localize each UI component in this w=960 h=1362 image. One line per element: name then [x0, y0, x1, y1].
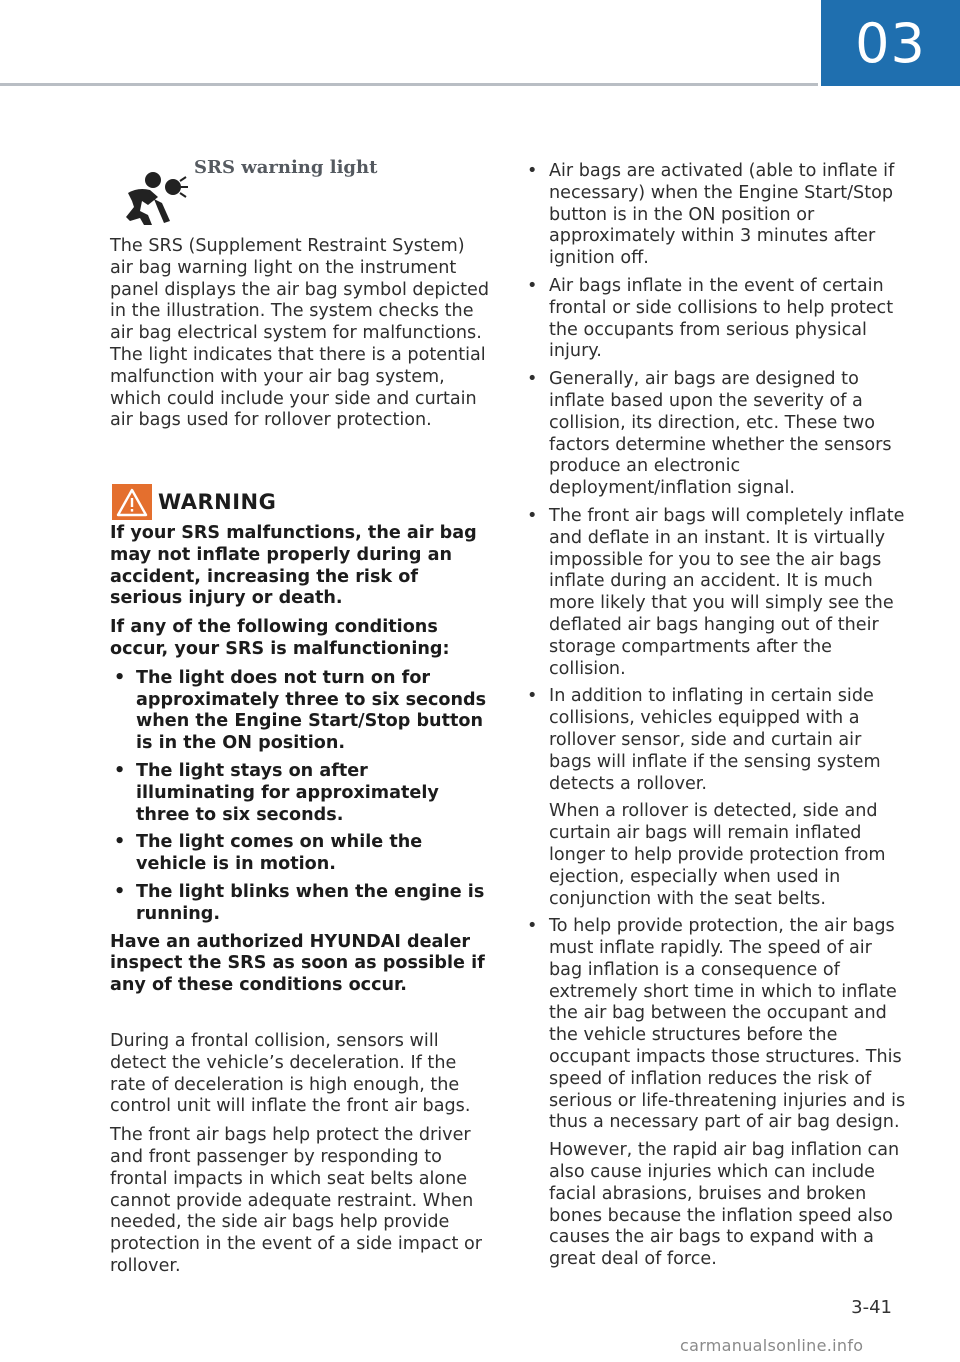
warning-heading — [110, 484, 488, 520]
right-column-list — [523, 161, 908, 1277]
list-item — [523, 369, 908, 500]
warning-body — [110, 523, 490, 1004]
srs-heading — [110, 155, 488, 225]
intro-block — [110, 236, 490, 432]
list-item — [523, 506, 908, 680]
collision-block — [110, 1031, 490, 1278]
list-item — [523, 276, 908, 363]
list-item: • The light blinks when the engine is running. — [110, 882, 490, 926]
list-item-text: • To help provide protection, the air bags must inflate rapidly. The speed of air bag inflation is a consequence of extremely short time in which to inflate the air bag between the occupant and the vehicle structures before the occupant impacts those structures. This speed of inflation reduces the risk of serious or life-threatening injuries and is thus a necessary part of air bag design. — [549, 916, 906, 1133]
list-item: • The light comes on while the vehicle is in motion. — [110, 832, 490, 876]
list-item: • The light stays on after illuminating for approximately three to six seconds. — [110, 761, 490, 826]
warning-paragraph-3: Have an authorized HYUNDAI dealer inspect the SRS as soon as possible if any of these conditions occur. — [110, 931, 485, 996]
list-item-text: • The front air bags will completely inflate and deflate in an instant. It is virtually impossible for you to see the air bags inflate during an accident. It is much more likely that you will simply see the deflated air bags hanging out of their storage compartments after the collision. — [549, 505, 905, 679]
watermark-text: carmanualsonline.info — [680, 1336, 864, 1355]
list-item-text: • Generally, air bags are designed to inflate based upon the severity of a collision, its direction, etc. These two factors determine whether the sensors produce an electronic deployment/inflation signal. — [549, 369, 892, 499]
airbag-warning-icon — [118, 163, 190, 227]
warning-paragraph-2: If any of the following conditions occur, your SRS is malfunctioning: — [110, 617, 450, 659]
list-item: • The light does not turn on for approximately three to six seconds when the Engine Start/Stop button is in the ON position. — [110, 668, 490, 755]
paragraph: During a frontal collision, sensors will detect the vehicle’s deceleration. If the rate of deceleration is high enough, the control unit will inflate the front air bags. — [110, 1031, 471, 1117]
intro-paragraph: The SRS (Supplement Restraint System) air bag warning light on the instrument panel displays the air bag symbol depicted in the illustration. The system checks the air bag electrical system for malfunctions. The light indicates that there is a potential malfunction with your air bag system, which could include your side and curtain air bags used for rollover protection. — [110, 236, 490, 431]
list-item-text: • Air bags are activated (able to inflate if necessary) when the Engine Start/Stop button is in the ON position or approximately within 3 minutes after ignition off. — [549, 161, 895, 269]
warning-list — [110, 668, 490, 926]
page-number: 3-41 — [851, 1297, 892, 1318]
list-item-text: • Air bags inflate in the event of certain frontal or side collisions to help protect the occupants from serious physical injury. — [549, 275, 894, 362]
warning-paragraph-1: If your SRS malfunctions, the air bag may not inflate properly during an accident, increasing the risk of serious injury or death. — [110, 523, 477, 609]
list-item-text: • In addition to inflating in certain side collisions, vehicles equipped with a rollover sensor, side and curtain air bags will inflate if the sensing system detects a rollover. — [549, 686, 881, 794]
section-title: SRS warning light — [194, 157, 378, 178]
warning-triangle-icon — [112, 484, 152, 520]
list-item-continuation: However, the rapid air bag inflation can also cause injuries which can include facial abrasions, bruises and broken bones because the inflation speed also causes the air bags to expand with a great deal of force. — [549, 1140, 900, 1270]
chapter-number: 03 — [821, 0, 960, 86]
list-item-continuation: When a rollover is detected, side and curtain air bags will remain inflated longer to help provide protection from ejection, especially when used in conjunction with the seat belts. — [549, 801, 886, 909]
list-item — [523, 161, 908, 270]
header-rule — [0, 83, 818, 86]
list-item — [523, 916, 908, 1271]
warning-label: WARNING — [158, 490, 277, 514]
list-item — [523, 686, 908, 910]
paragraph: The front air bags help protect the driver and front passenger by responding to frontal impacts in which seat belts alone cannot provide adequate restraint. When needed, the side air bags help provide protection in the event of a side impact or rollover. — [110, 1125, 482, 1276]
